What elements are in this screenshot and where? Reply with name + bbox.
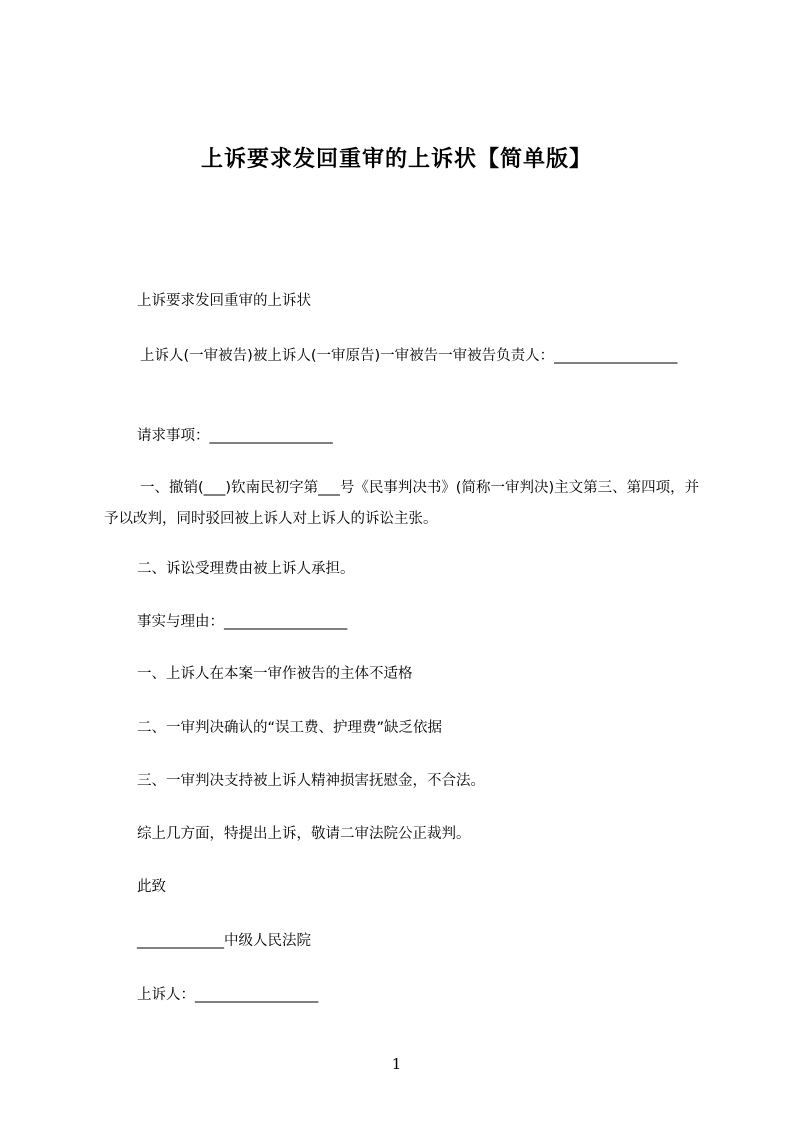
paragraph-appellant-signature: 上诉人：_________________ (137, 987, 319, 1003)
paragraph-conclusion: 综上几方面，特提出上诉，敬请二审法院公正裁判。 (137, 826, 471, 842)
paragraph-reason-2: 二、一审判决确认的“误工费、护理费”缺乏依据 (137, 720, 443, 736)
page-number: 1 (391, 1055, 402, 1073)
paragraph-facts-label: 事实与理由：_________________ (137, 614, 348, 630)
paragraph-salutation: 此致 (137, 879, 166, 895)
paragraph-heading: 上诉要求发回重审的上诉状 (137, 293, 311, 309)
paragraph-request-1: 一、撤销(___)钦南民初字第___号《民事判决书》(简称一审判决)主文第三、第四项，并予以改判，同时驳回被上诉人对上诉人的诉讼主张。 (104, 480, 700, 527)
paragraph-parties: 上诉人(一审被告)被上诉人(一审原告)一审被告一审被告负责人：_________________ (140, 348, 678, 364)
paragraph-request-2: 二、诉讼受理费由被上诉人承担。 (137, 561, 355, 577)
paragraph-court: ____________中级人民法院 (137, 933, 311, 949)
paragraph-reason-3: 三、一审判决支持被上诉人精神损害抚慰金，不合法。 (137, 773, 485, 789)
paragraph-reason-1: 一、上诉人在本案一审作被告的主体不适格 (137, 666, 413, 682)
document-title: 上诉要求发回重审的上诉状【简单版】 (200, 147, 592, 172)
paragraph-requests-label: 请求事项：_________________ (137, 428, 333, 444)
